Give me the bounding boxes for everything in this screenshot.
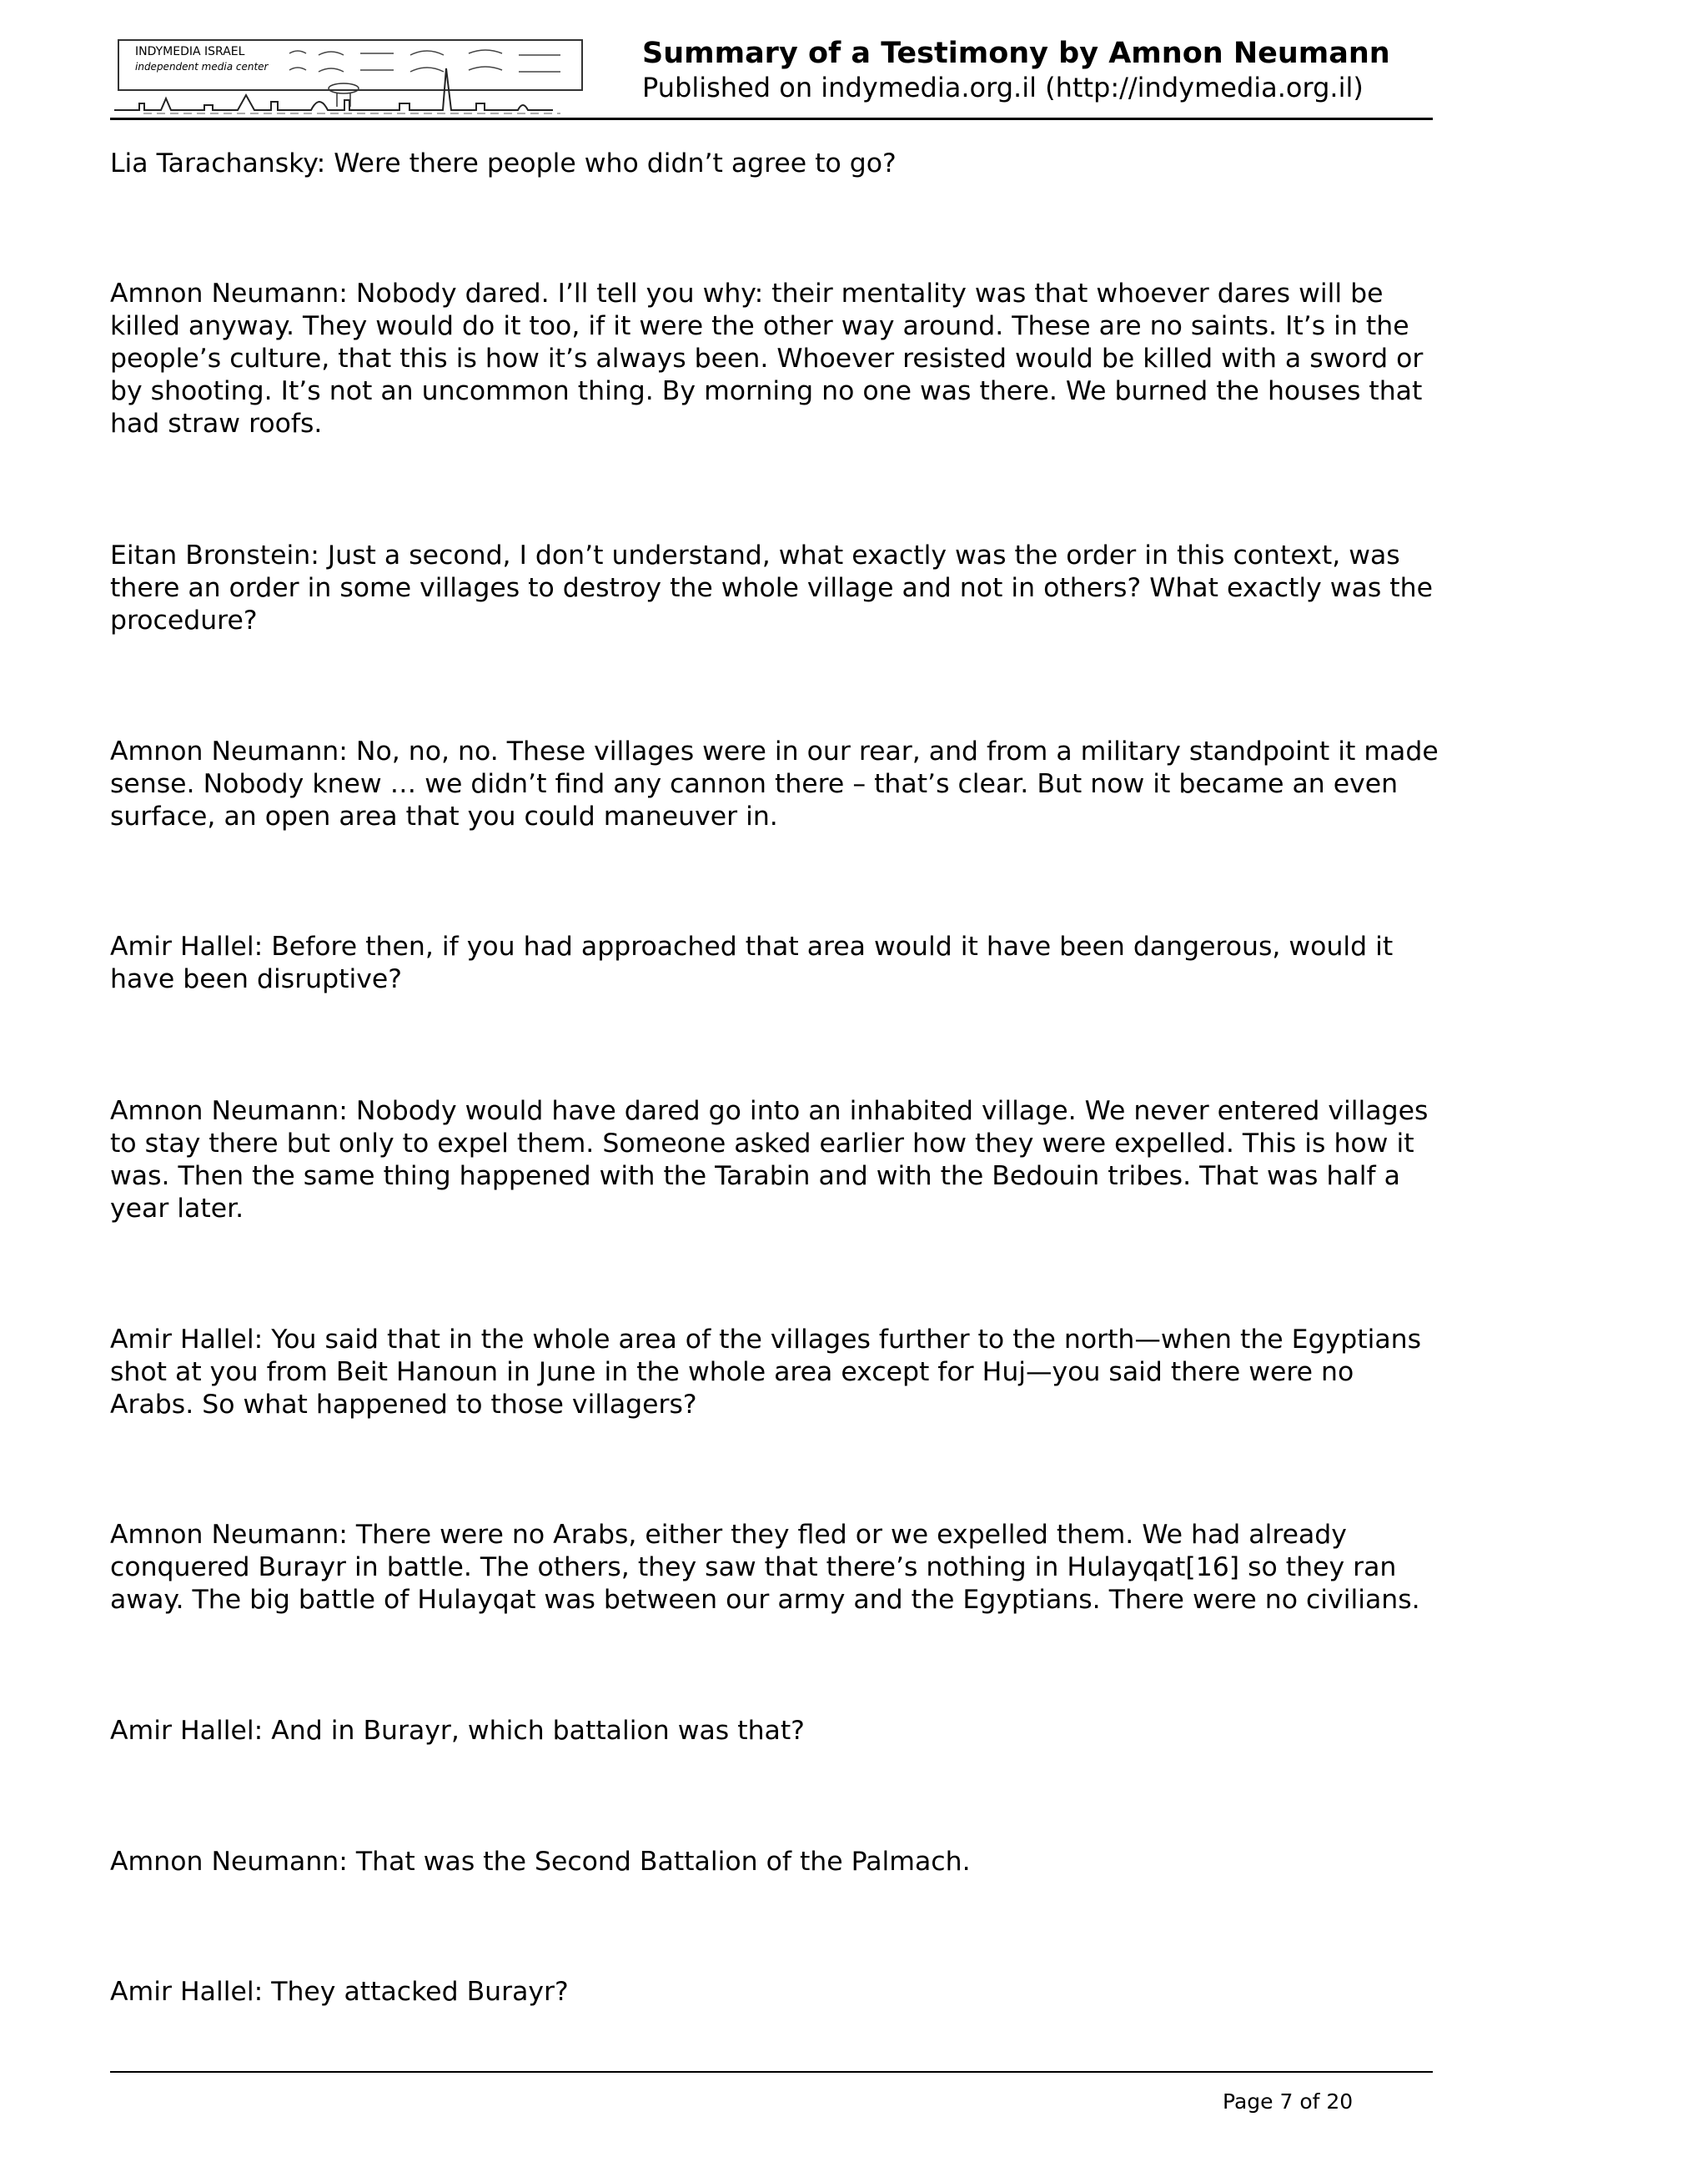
transcript-paragraph: Amnon Neumann: No, no, no. These villages were in our rear, and from a military standpoint it made sense. Nobody knew … we didn’t find any cannon there – that’s clear. But now it became an even surface, an open area that you could maneuver in. (110, 737, 1439, 832)
indymedia-logo (110, 37, 594, 117)
document-source: Published on indymedia.org.il (http://indymedia.org.il) (642, 72, 1364, 103)
logo-text-en-sub: independent media center (135, 61, 269, 73)
transcript-paragraph: Amnon Neumann: Nobody would have dared go into an inhabited village. We never entered villages to stay there but only to expel them. Someone asked earlier how they were expelled. This is how it was. Then the same thing happened with the Tarabin and with the Bedouin tribes. That was half a year later. (110, 1096, 1429, 1224)
transcript-paragraph: Amir Hallel: They attacked Burayr? (110, 1977, 569, 2007)
transcript-paragraph: Amnon Neumann: That was the Second Battalion of the Palmach. (110, 1847, 971, 1877)
header-divider (110, 118, 1433, 120)
footer-divider (110, 2071, 1433, 2073)
document-title: Summary of a Testimony by Amnon Neumann (642, 37, 1390, 70)
transcript-paragraph: Amnon Neumann: There were no Arabs, either they fled or we expelled them. We had already conquered Burayr in battle. The others, they saw that there’s nothing in Hulayqat[16] so they ran away. The big battle of Hulayqat was between our army and the Egyptians. There were no civilians. (110, 1520, 1420, 1615)
page-number: Page 7 of 20 (1223, 2089, 1354, 2114)
transcript-paragraph: Amnon Neumann: Nobody dared. I’ll tell you why: their mentality was that whoever dares will be killed anyway. They would do it too, if it were the other way around. These are no saints. It’s in the people’s culture, that this is how it’s always been. Whoever resisted would be killed with a sword or by shooting. It’s not an uncommon thing. By morning no one was there. We burned the houses that had straw roofs. (110, 279, 1424, 439)
logo-text-en: INDYMEDIA ISRAEL (135, 45, 245, 58)
transcript-paragraph: Eitan Bronstein: Just a second, I don’t understand, what exactly was the order in this context, was there an order in some villages to destroy the whole village and not in others? What exactly was the procedure? (110, 540, 1433, 636)
transcript-paragraph: Amir Hallel: And in Burayr, which battalion was that? (110, 1716, 805, 1746)
transcript-paragraph: Amir Hallel: Before then, if you had approached that area would it have been dangerous, would it have been disruptive? (110, 932, 1394, 994)
transcript-paragraph: Lia Tarachansky: Were there people who didn’t agree to go? (110, 148, 897, 178)
transcript-paragraph: Amir Hallel: You said that in the whole area of the villages further to the north—when the Egyptians shot at you from Beit Hanoun in June in the whole area except for Huj—you said there were no Arabs. So what happened to those villagers? (110, 1325, 1422, 1420)
